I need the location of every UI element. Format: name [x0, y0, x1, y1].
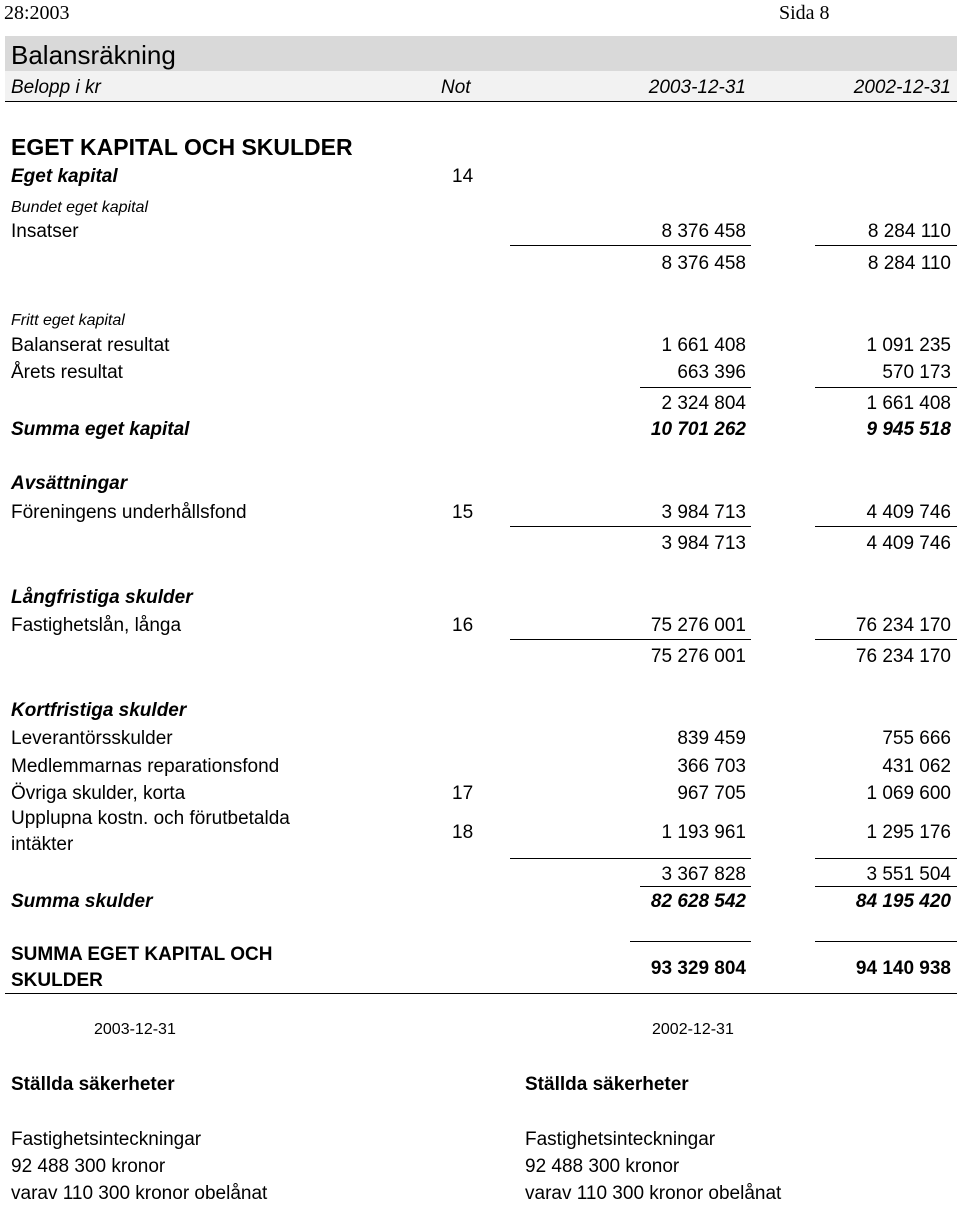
page-number: Sida 8: [779, 2, 830, 24]
total-label: Summa skulder: [11, 891, 153, 912]
note-number: 16: [452, 615, 474, 636]
value-2003: 3 984 713: [661, 502, 746, 523]
value-2002: 1 069 600: [866, 783, 951, 804]
total-rule: [815, 941, 957, 942]
row-label: Föreningens underhållsfond: [11, 502, 247, 523]
pledge-line: 92 488 300 kronor: [525, 1156, 680, 1177]
page-title: Balansräkning: [11, 40, 176, 70]
sum-rule: [640, 886, 751, 887]
sum-rule: [510, 245, 751, 246]
value-2003: 1 661 408: [661, 335, 746, 356]
pledge-date-2003: 2003-12-31: [94, 1021, 176, 1038]
provisions-heading: Avsättningar: [11, 473, 128, 494]
grand-total-2003: 93 329 804: [650, 958, 746, 979]
sum-rule: [510, 858, 751, 859]
total-2003: 82 628 542: [650, 891, 746, 912]
shortterm-heading: Kortfristiga skulder: [11, 700, 187, 721]
value-2003: 1 193 961: [661, 822, 746, 843]
subtotal-2002: 76 234 170: [855, 646, 951, 667]
pledge-line: varav 110 300 kronor obelånat: [525, 1183, 782, 1204]
value-2002: 76 234 170: [855, 615, 951, 636]
sum-rule: [815, 639, 957, 640]
bound-equity-heading: Bundet eget kapital: [11, 199, 148, 216]
value-2003: 663 396: [677, 362, 746, 383]
subtotal-2002: 8 284 110: [867, 253, 951, 274]
sum-rule: [640, 387, 751, 388]
value-2003: 8 376 458: [661, 221, 746, 242]
value-2003: 366 703: [677, 756, 746, 777]
pledge-heading: Ställda säkerheter: [11, 1074, 175, 1095]
total-2003: 10 701 262: [650, 419, 746, 440]
pledge-line: varav 110 300 kronor obelånat: [11, 1183, 268, 1204]
value-2002: 8 284 110: [867, 221, 951, 242]
sum-rule: [815, 387, 957, 388]
subtotal-2003: 75 276 001: [650, 646, 746, 667]
row-label: Fastighetslån, långa: [11, 615, 182, 636]
row-label: Upplupna kostn. och förutbetalda: [11, 808, 290, 829]
row-label-continued: intäkter: [11, 834, 74, 855]
value-2003: 75 276 001: [650, 615, 746, 636]
value-2002: 1 295 176: [866, 822, 951, 843]
row-label: Medlemmarnas reparationsfond: [11, 756, 280, 777]
subtotal-2003: 3 367 828: [661, 864, 746, 885]
equity-note: 14: [452, 166, 474, 187]
sum-rule: [815, 526, 957, 527]
pledge-line: Fastighetsinteckningar: [11, 1129, 202, 1150]
subtotal-2003: 2 324 804: [661, 393, 746, 414]
value-2002: 431 062: [882, 756, 951, 777]
value-2003: 967 705: [677, 783, 746, 804]
total-label: Summa eget kapital: [11, 419, 190, 440]
subtotal-2002: 1 661 408: [866, 393, 951, 414]
col-label-header: Belopp i kr: [11, 77, 101, 98]
row-label: Övriga skulder, korta: [11, 783, 186, 804]
value-2002: 570 173: [882, 362, 951, 383]
total-rule: [5, 993, 957, 994]
note-number: 18: [452, 822, 474, 843]
sum-rule: [510, 639, 751, 640]
subtotal-2002: 3 551 504: [866, 864, 951, 885]
free-equity-heading: Fritt eget kapital: [11, 312, 125, 329]
sum-rule: [815, 245, 957, 246]
value-2002: 4 409 746: [866, 502, 951, 523]
value-2002: 1 091 235: [866, 335, 951, 356]
row-label: Årets resultat: [11, 362, 123, 383]
grand-total-label-continued: SKULDER: [11, 970, 103, 991]
note-number: 15: [452, 502, 474, 523]
value-2003: 839 459: [677, 728, 746, 749]
total-2002: 9 945 518: [866, 419, 951, 440]
longterm-heading: Långfristiga skulder: [11, 587, 193, 608]
col-year2-header: 2002-12-31: [853, 77, 951, 98]
note-number: 17: [452, 783, 474, 804]
value-2002: 755 666: [882, 728, 951, 749]
subtotal-2002: 4 409 746: [866, 533, 951, 554]
col-note-header: Not: [441, 77, 471, 98]
equity-heading: Eget kapital: [11, 166, 118, 187]
col-year1-header: 2003-12-31: [648, 77, 746, 98]
row-label: Leverantörsskulder: [11, 728, 173, 749]
column-header-band: [5, 71, 957, 102]
page-header-left: 28:2003: [4, 2, 70, 24]
pledge-line: 92 488 300 kronor: [11, 1156, 166, 1177]
total-rule: [630, 941, 751, 942]
sum-rule: [815, 886, 957, 887]
subtotal-2003: 8 376 458: [661, 253, 746, 274]
grand-total-label: SUMMA EGET KAPITAL OCH: [11, 944, 273, 965]
grand-total-2002: 94 140 938: [855, 958, 951, 979]
sum-rule: [815, 858, 957, 859]
pledge-heading: Ställda säkerheter: [525, 1074, 689, 1095]
row-label: Insatser: [11, 221, 79, 242]
pledge-line: Fastighetsinteckningar: [525, 1129, 716, 1150]
section-title: EGET KAPITAL OCH SKULDER: [11, 134, 353, 160]
sum-rule: [510, 526, 751, 527]
subtotal-2003: 3 984 713: [661, 533, 746, 554]
row-label: Balanserat resultat: [11, 335, 170, 356]
pledge-date-2002: 2002-12-31: [652, 1021, 734, 1038]
total-2002: 84 195 420: [855, 891, 951, 912]
